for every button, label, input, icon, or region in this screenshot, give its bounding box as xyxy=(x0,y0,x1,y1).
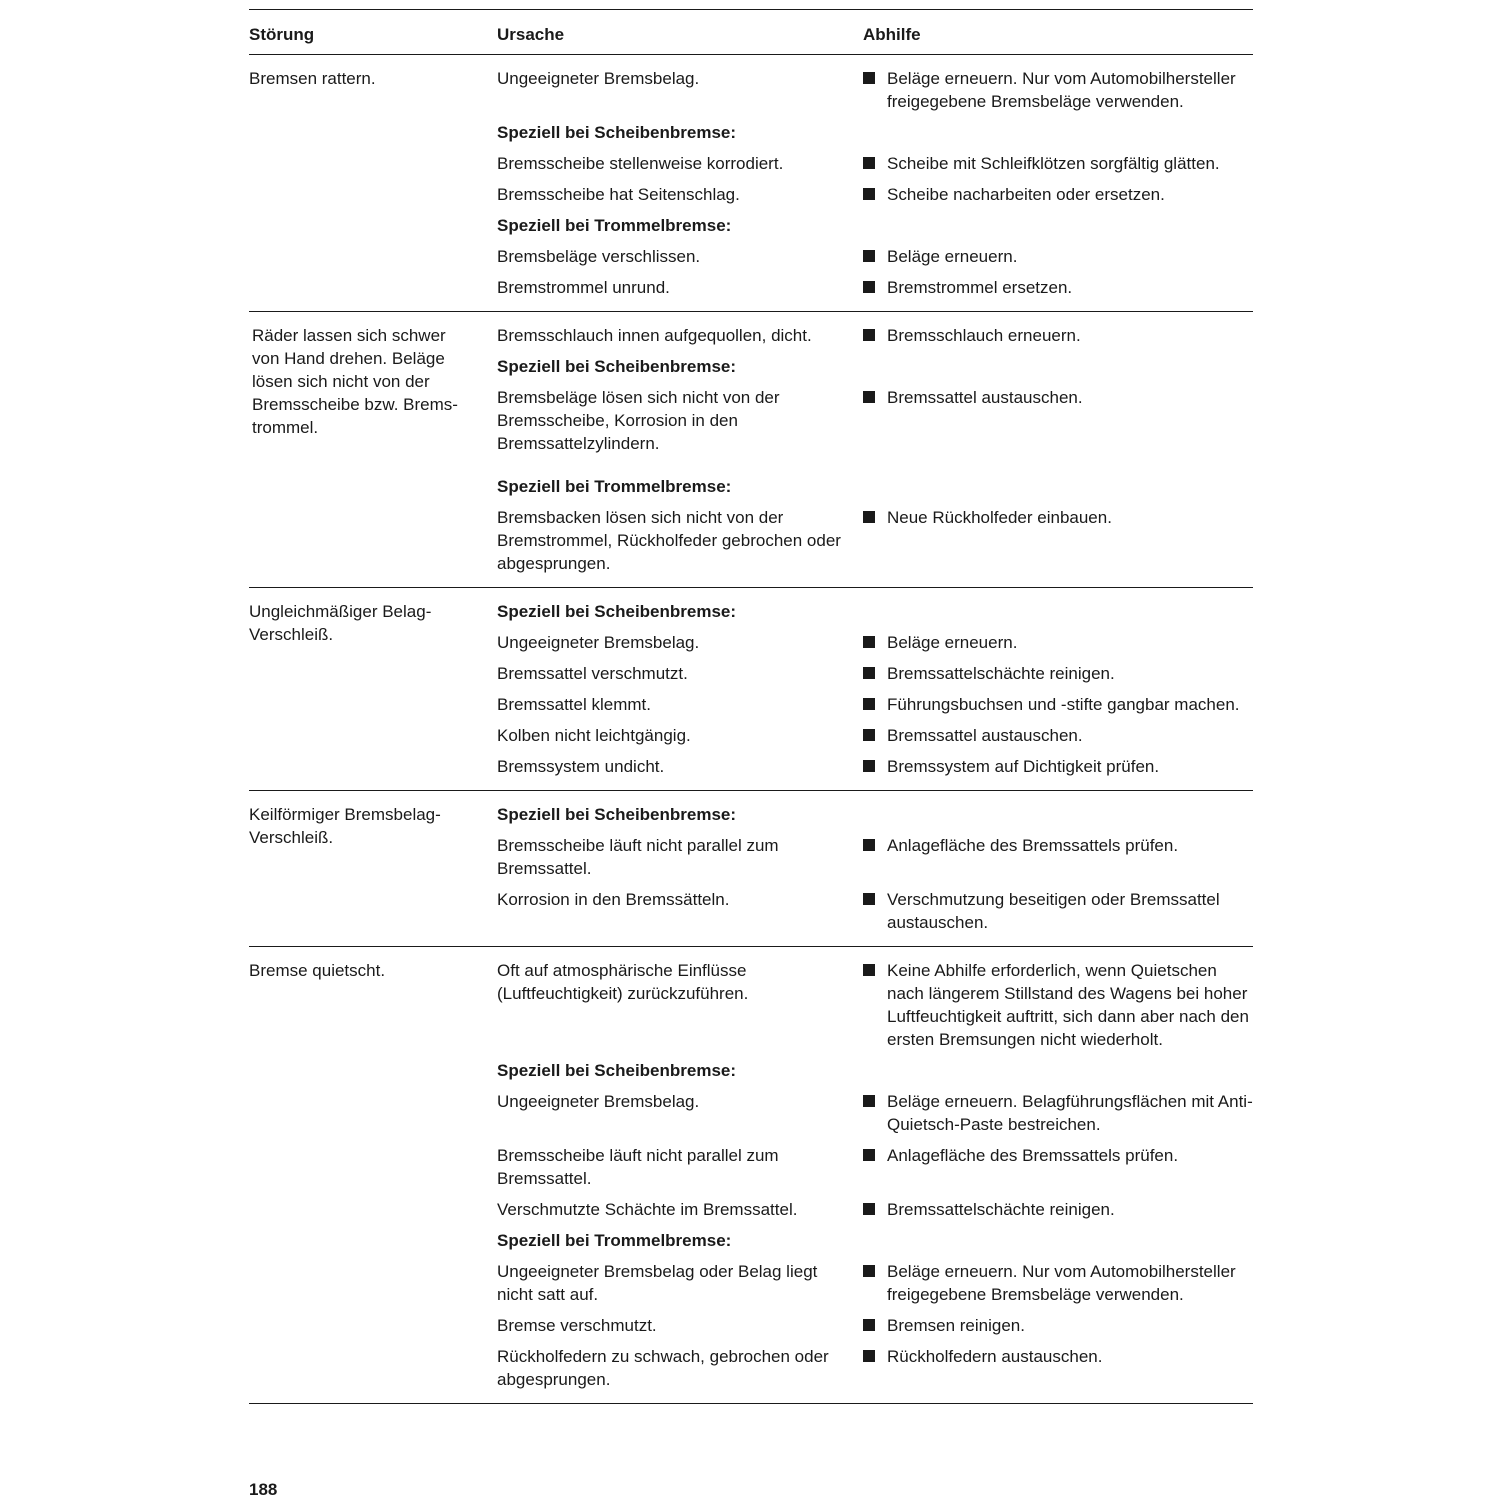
square-bullet-icon xyxy=(863,964,875,976)
remedy-cell xyxy=(863,245,1253,268)
table-row xyxy=(497,1345,1253,1391)
cause-text: Bremssattel verschmutzt. xyxy=(497,664,688,683)
cause-text: Ungeeigneter Bremsbelag oder Belag liegt nicht satt auf. xyxy=(497,1262,818,1304)
square-bullet-icon xyxy=(863,839,875,851)
table-row xyxy=(497,1090,1253,1136)
square-bullet-icon xyxy=(863,157,875,169)
table-row xyxy=(497,662,1253,685)
remedy-text: Bremsschlauch erneuern. xyxy=(887,326,1081,345)
table-row xyxy=(497,1144,1253,1190)
remedy-cell xyxy=(863,1260,1253,1306)
square-bullet-icon xyxy=(863,636,875,648)
header-abhilfe: Abhilfe xyxy=(863,25,921,44)
square-bullet-icon xyxy=(863,1149,875,1161)
remedy-text: Bremssattel austauschen. xyxy=(887,726,1083,745)
table-row xyxy=(497,324,1253,347)
remedy-cell xyxy=(863,324,1253,347)
cause-text: Bremsscheibe läuft nicht parallel zum Bremssattel. xyxy=(497,1146,779,1188)
stoerung-text: Bremse quietscht. xyxy=(249,961,386,980)
cause-text: Ungeeigneter Bremsbelag. xyxy=(497,633,700,652)
group-entries xyxy=(497,959,1253,1399)
remedy-text: Führungsbuchsen und -stifte gangbar machen. xyxy=(887,695,1240,714)
square-bullet-icon xyxy=(863,1319,875,1331)
cause-text: Bremsbacken lösen sich nicht von der Bremstrommel, Rückholfeder gebrochen oder abgesprungen. xyxy=(497,508,841,573)
remedy-text: Bremssattelschächte reinigen. xyxy=(887,1200,1115,1219)
square-bullet-icon xyxy=(863,1203,875,1215)
square-bullet-icon xyxy=(863,391,875,403)
remedy-cell xyxy=(863,1314,1253,1337)
square-bullet-icon xyxy=(863,329,875,341)
cause-text: Oft auf atmosphärische Einflüsse (Luftfeuchtigkeit) zurückzuführen. xyxy=(497,961,749,1003)
table-row xyxy=(497,693,1253,716)
group-grid xyxy=(249,600,1253,786)
table-group xyxy=(249,587,1253,790)
square-bullet-icon xyxy=(863,188,875,200)
stoerung-text: Ungleichmäßiger Belag-Verschleiß. xyxy=(249,602,432,644)
remedy-cell xyxy=(863,1090,1253,1136)
table-row xyxy=(497,245,1253,268)
table-row xyxy=(497,506,1253,575)
table-row xyxy=(497,631,1253,654)
remedy-cell xyxy=(863,152,1253,175)
table-row xyxy=(497,724,1253,747)
table-row xyxy=(497,959,1253,1051)
stoerung-text: Bremsen rattern. xyxy=(249,69,376,88)
table-row xyxy=(497,152,1253,175)
cause-text: Verschmutzte Schächte im Bremssattel. xyxy=(497,1200,798,1219)
remedy-text: Bremssattel austauschen. xyxy=(887,388,1083,407)
group-entries xyxy=(497,803,1253,942)
remedy-text: Beläge erneuern. Nur vom Automobilhersteller freigegebene Bremsbeläge verwenden. xyxy=(887,69,1236,111)
table-group xyxy=(249,946,1253,1403)
remedy-cell xyxy=(863,67,1253,113)
header-ursache: Ursache xyxy=(497,25,565,44)
subhead: Speziell bei Trommelbremse: xyxy=(497,1231,732,1250)
remedy-text: Bremsen reinigen. xyxy=(887,1316,1025,1335)
remedy-cell xyxy=(863,1198,1253,1221)
cause-text: Kolben nicht leichtgängig. xyxy=(497,726,691,745)
remedy-text: Beläge erneuern. Belagführungsflächen mit Anti-Quietsch-Paste bestreichen. xyxy=(887,1092,1253,1134)
subhead: Speziell bei Scheibenbremse: xyxy=(497,357,737,376)
square-bullet-icon xyxy=(863,72,875,84)
square-bullet-icon xyxy=(863,1265,875,1277)
group-grid xyxy=(249,803,1253,942)
remedy-text: Anlagefläche des Bremssattels prüfen. xyxy=(887,1146,1179,1165)
cause-text: Ungeeigneter Bremsbelag. xyxy=(497,69,700,88)
cause-text: Ungeeigneter Bremsbelag. xyxy=(497,1092,700,1111)
subhead: Speziell bei Trommelbremse: xyxy=(497,216,732,235)
remedy-text: Bremstrommel ersetzen. xyxy=(887,278,1073,297)
remedy-cell xyxy=(863,506,1253,575)
subhead: Speziell bei Scheibenbremse: xyxy=(497,602,737,621)
square-bullet-icon xyxy=(863,1350,875,1362)
remedy-text: Neue Rückholfeder einbauen. xyxy=(887,508,1112,527)
bottom-rule xyxy=(249,1403,1253,1404)
cause-text: Korrosion in den Bremssätteln. xyxy=(497,890,730,909)
remedy-text: Anlagefläche des Bremssattels prüfen. xyxy=(887,836,1179,855)
remedy-cell xyxy=(863,1345,1253,1391)
table-row xyxy=(497,1198,1253,1221)
remedy-cell xyxy=(863,834,1253,880)
cause-text: Bremsschlauch innen aufgequollen, dicht. xyxy=(497,326,812,345)
stoerung-text: Keilförmiger Bremsbelag-Verschleiß. xyxy=(249,805,441,847)
table-row xyxy=(497,755,1253,778)
table-header xyxy=(249,10,1253,54)
table-row xyxy=(497,67,1253,113)
remedy-text: Rückholfedern austauschen. xyxy=(887,1347,1103,1366)
table-group xyxy=(249,54,1253,311)
subhead: Speziell bei Scheibenbremse: xyxy=(497,1061,737,1080)
cause-text: Bremsscheibe läuft nicht parallel zum Bremssattel. xyxy=(497,836,779,878)
cause-text: Bremsbeläge lösen sich nicht von der Bremsscheibe, Korrosion in den Bremssattelzylindern. xyxy=(497,388,780,453)
stoerung-text: Räder lassen sich schwer von Hand drehen. Beläge lösen sich nicht von der Bremsscheibe bzw. Brems-trommel. xyxy=(252,326,458,437)
cause-text: Bremssystem undicht. xyxy=(497,757,665,776)
cause-text: Bremse verschmutzt. xyxy=(497,1316,657,1335)
remedy-text: Scheibe mit Schleifklötzen sorgfältig glätten. xyxy=(887,154,1220,173)
table-group xyxy=(249,790,1253,946)
group-grid xyxy=(249,959,1253,1399)
remedy-cell xyxy=(863,755,1253,778)
page-number: 188 xyxy=(249,1480,278,1499)
cause-text: Rückholfedern zu schwach, gebrochen oder abgesprungen. xyxy=(497,1347,829,1389)
remedy-text: Beläge erneuern. Nur vom Automobilhersteller freigegebene Bremsbeläge verwenden. xyxy=(887,1262,1236,1304)
remedy-text: Verschmutzung beseitigen oder Bremssattel austauschen. xyxy=(887,890,1220,932)
group-entries xyxy=(497,324,1253,583)
square-bullet-icon xyxy=(863,760,875,772)
square-bullet-icon xyxy=(863,1095,875,1107)
remedy-cell xyxy=(863,693,1253,716)
remedy-cell xyxy=(863,1144,1253,1190)
square-bullet-icon xyxy=(863,281,875,293)
troubleshooting-table xyxy=(249,9,1253,1404)
group-grid xyxy=(249,67,1253,307)
remedy-text: Beläge erneuern. xyxy=(887,633,1018,652)
cause-text: Bremsscheibe stellenweise korrodiert. xyxy=(497,154,784,173)
cause-text: Bremssattel klemmt. xyxy=(497,695,651,714)
group-entries xyxy=(497,67,1253,307)
table-group xyxy=(249,311,1253,587)
square-bullet-icon xyxy=(863,250,875,262)
remedy-text: Bremssattelschächte reinigen. xyxy=(887,664,1115,683)
remedy-text: Beläge erneuern. xyxy=(887,247,1018,266)
remedy-text: Keine Abhilfe erforderlich, wenn Quietschen nach längerem Stillstand des Wagens bei hoher Luftfeuchtigkeit auftritt, sich dann aber nach den ersten Bremsungen nicht wiederholt. xyxy=(887,961,1249,1049)
square-bullet-icon xyxy=(863,511,875,523)
remedy-cell xyxy=(863,631,1253,654)
remedy-cell xyxy=(863,959,1253,1051)
table-row xyxy=(497,1314,1253,1337)
square-bullet-icon xyxy=(863,729,875,741)
subhead: Speziell bei Scheibenbremse: xyxy=(497,805,737,824)
remedy-cell xyxy=(863,183,1253,206)
remedy-cell xyxy=(863,662,1253,685)
subhead: Speziell bei Trommelbremse: xyxy=(497,477,732,496)
cause-text: Bremsbeläge verschlissen. xyxy=(497,247,701,266)
table-row xyxy=(497,834,1253,880)
remedy-cell xyxy=(863,724,1253,747)
table-row xyxy=(497,276,1253,299)
subhead: Speziell bei Scheibenbremse: xyxy=(497,123,737,142)
cause-text: Bremstrommel unrund. xyxy=(497,278,670,297)
cause-text: Bremsscheibe hat Seitenschlag. xyxy=(497,185,740,204)
table-body xyxy=(249,54,1253,1403)
table-row xyxy=(497,183,1253,206)
remedy-cell xyxy=(863,888,1253,934)
header-stoerung: Störung xyxy=(249,25,315,44)
remedy-text: Scheibe nacharbeiten oder ersetzen. xyxy=(887,185,1165,204)
square-bullet-icon xyxy=(863,893,875,905)
table-row xyxy=(497,888,1253,934)
square-bullet-icon xyxy=(863,667,875,679)
remedy-cell xyxy=(863,276,1253,299)
group-entries xyxy=(497,600,1253,786)
group-grid xyxy=(249,324,1253,583)
table-row xyxy=(497,386,1253,455)
table-row xyxy=(497,1260,1253,1306)
remedy-text: Bremssystem auf Dichtigkeit prüfen. xyxy=(887,757,1160,776)
square-bullet-icon xyxy=(863,698,875,710)
remedy-cell xyxy=(863,386,1253,455)
